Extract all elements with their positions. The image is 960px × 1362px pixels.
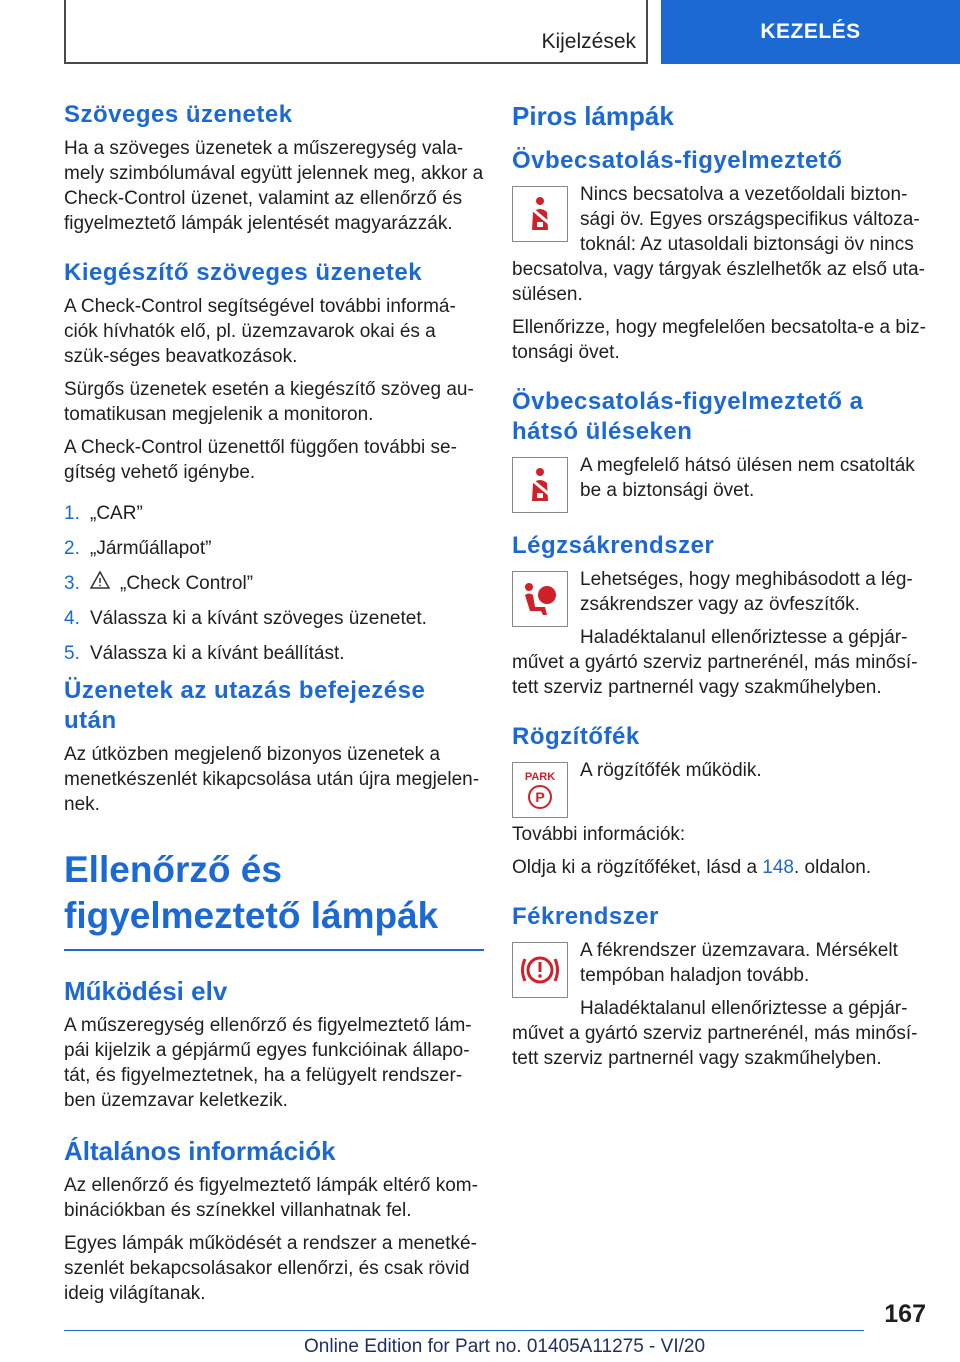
text: Oldja ki a rögzítőféket, lásd a — [512, 857, 763, 878]
footer-edition: Online Edition for Part no. 01405A11275 - VI/20 — [304, 1336, 706, 1357]
step-text: „CAR” — [90, 503, 143, 524]
paragraph: A Check-Control segítségével további informá-ciók hívhatók elő, pl. üzemzavarok okai és a szük-séges beavatkozások. — [64, 296, 456, 367]
heading-rule — [64, 949, 484, 951]
park-label: PARK — [524, 771, 556, 783]
paragraph: Ellenőrizze, hogy megfelelően becsatolta-e a biz-tonsági övet. — [512, 317, 927, 363]
paragraph: A rögzítőfék működik. — [580, 760, 762, 781]
list-item — [64, 536, 484, 561]
park-letter: P — [528, 785, 552, 809]
paragraph: Sürgős üzenetek esetén a kiegészítő szöveg au-tomatikusan megjelenik a monitoron. — [64, 379, 474, 425]
list-item — [64, 571, 484, 596]
paragraph: A megfelelő hátsó ülésen nem csatolták be a biztonsági övet. — [580, 455, 915, 501]
heading-ovbecsatolas-hatso: Övbecsatolás-figyelmeztető a hátsó üléseken — [512, 388, 864, 445]
right-column — [512, 100, 926, 1079]
list-item — [64, 641, 484, 666]
warning-triangle-icon — [90, 571, 112, 596]
paragraph: Egyes lámpák működését a rendszer a menetké-szenlét bekapcsolásakor ellenőrzi, és csak rövid ideig világítanak. — [64, 1233, 477, 1304]
left-column — [64, 100, 484, 1314]
step-number: 3. — [64, 573, 80, 594]
heading-szoveges-uzenetek: Szöveges üzenetek — [64, 101, 293, 128]
page-number: 167 — [884, 1300, 926, 1328]
heading-fekrendszer: Fékrendszer — [512, 903, 659, 930]
header-section-title: Kijelzések — [541, 30, 636, 53]
step-text: Válassza ki a kívánt beállítást. — [90, 643, 345, 664]
step-text: „Járműállapot” — [90, 538, 212, 559]
footer-rule — [64, 1330, 864, 1331]
steps-list — [64, 501, 484, 666]
paragraph: Az ellenőrző és figyelmeztető lámpák eltérő kom-binációkban és színekkel villanhatnak fel. — [64, 1175, 478, 1221]
page-reference-link[interactable]: 148 — [762, 857, 794, 878]
paragraph: Lehetséges, hogy meghibásodott a lég-zsákrendszer vagy az övfeszítők. — [580, 569, 913, 615]
list-item — [64, 501, 484, 526]
paragraph: Nincs becsatolva a vezetőoldali bizton-sági öv. Egyes országspecifikus változa-toknál: Az utasoldali biztonsági öv nincs becsatolva, vagy tárgyak észlelhetők az első uta-sülésen. — [512, 184, 925, 305]
paragraph: A Check-Control üzenettől függően további se-gítség vehető igénybe. — [64, 437, 457, 483]
step-number: 1. — [64, 503, 80, 524]
heading-ovbecsatolas: Övbecsatolás-figyelmeztető — [512, 147, 843, 174]
text: . oldalon. — [794, 857, 872, 878]
paragraph: A műszeregység ellenőrző és figyelmeztető lám-pái kijelzik a gépjármű egyes funkcióinak állapo-tát, és figyelmeztetnek, ha a felügyelt rendszer-ben üzemzavar keletkezik. — [64, 1015, 472, 1111]
paragraph: Haladéktalanul ellenőriztesse a gépjár-művet a gyártó szerviz partnerénél, más minősí-tett szerviz partnernél vagy szakműhelyben. — [512, 998, 918, 1069]
list-item — [64, 606, 484, 631]
step-text: Válassza ki a kívánt szöveges üzenetet. — [90, 608, 427, 629]
paragraph: Haladéktalanul ellenőriztesse a gépjár-művet a gyártó szerviz partnerénél, más minősí-tett szerviz partnernél vagy szakműhelyben. — [512, 627, 918, 698]
heading-altalanos: Általános információk — [64, 1136, 336, 1166]
heading-rogzitofek: Rögzítőfék — [512, 723, 640, 750]
heading-mukodesi-elv: Működési elv — [64, 976, 228, 1006]
chapter-heading: Ellenőrző és figyelmeztető lámpák — [64, 849, 439, 936]
step-number: 2. — [64, 538, 80, 559]
parking-brake-icon — [512, 762, 568, 818]
step-number: 4. — [64, 608, 80, 629]
heading-legzsak: Légzsákrendszer — [512, 532, 715, 559]
step-number: 5. — [64, 643, 80, 664]
paragraph: Az útközben megjelenő bizonyos üzenetek a menetkészenlét kikapcsolása után újra megjelen-nek. — [64, 744, 480, 815]
header-chapter-tab[interactable]: KEZELÉS — [661, 0, 960, 64]
seatbelt-warning-icon — [512, 186, 568, 242]
heading-utazas-utan: Üzenetek az utazás befejezése után — [64, 677, 426, 734]
brake-warning-icon — [512, 942, 568, 998]
airbag-warning-icon — [512, 571, 568, 627]
step-text: „Check Control” — [120, 573, 254, 594]
heading-piros-lampak: Piros lámpák — [512, 101, 674, 131]
paragraph: További információk: — [512, 824, 686, 845]
heading-kiegeszito: Kiegészítő szöveges üzenetek — [64, 259, 423, 286]
rear-seatbelt-warning-icon — [512, 457, 568, 513]
paragraph — [512, 855, 926, 880]
paragraph: Ha a szöveges üzenetek a műszeregység vala-mely szimbólumával együtt jelennek meg, akkor a Check-Control üzenet, valamint az ellenőrző és figyelmeztető lámpák jelentését magyarázzák. — [64, 138, 484, 234]
paragraph: A fékrendszer üzemzavara. Mérsékelt tempóban haladjon tovább. — [580, 940, 898, 986]
